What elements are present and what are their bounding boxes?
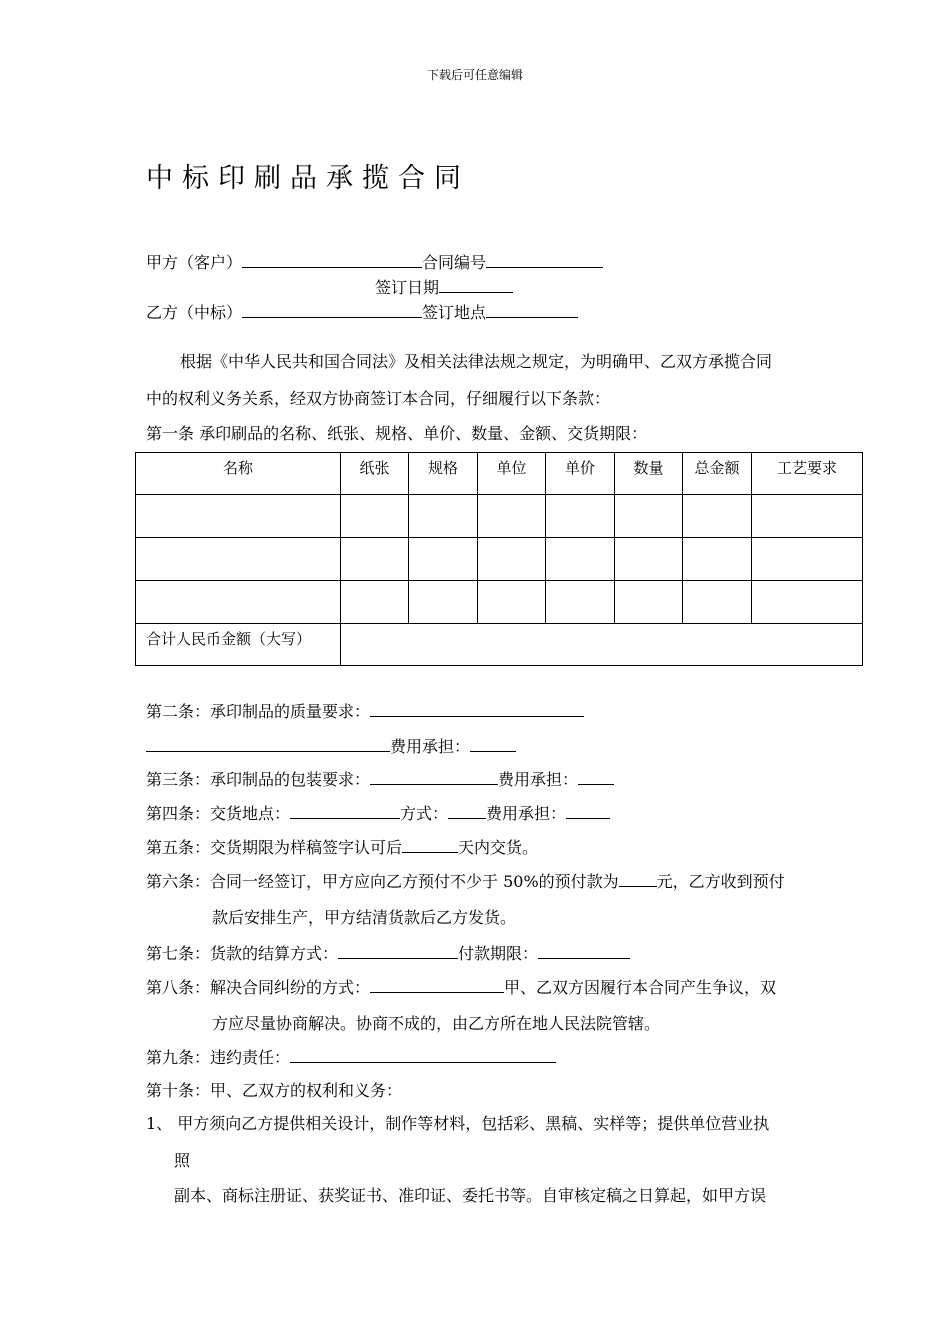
col-header-paper: 纸张 bbox=[341, 453, 409, 495]
article-4-method-label: 方式： bbox=[400, 804, 449, 823]
intro-line-2: 中的权利义务关系，经双方协商签订本合同，仔细履行以下条款： bbox=[146, 389, 611, 408]
dispute-method-field[interactable] bbox=[370, 977, 504, 993]
article-2-row bbox=[146, 701, 584, 722]
delivery-days-field[interactable] bbox=[402, 837, 458, 853]
table-cell[interactable] bbox=[615, 538, 683, 581]
article-3-row bbox=[146, 769, 614, 790]
article-4-label: 第四条：交货地点： bbox=[146, 804, 291, 823]
party-a-row bbox=[146, 252, 603, 273]
table-cell[interactable] bbox=[478, 495, 546, 538]
delivery-place-field[interactable] bbox=[290, 803, 400, 819]
table-cell[interactable] bbox=[136, 538, 341, 581]
item-1-line-3: 副本、商标注册证、获奖证书、准印证、委托书等。自审核定稿之日算起，如甲方误 bbox=[174, 1186, 767, 1205]
table-cell[interactable] bbox=[615, 495, 683, 538]
total-amount-label: 合计人民币金额（大写） bbox=[136, 624, 341, 666]
quality-requirement-field-2[interactable] bbox=[146, 736, 390, 752]
table-cell[interactable] bbox=[615, 581, 683, 624]
article-6-line-2: 款后安排生产，甲方结清货款后乙方发货。 bbox=[212, 908, 517, 927]
article-7-row bbox=[146, 943, 630, 964]
quality-requirement-field[interactable] bbox=[370, 701, 584, 717]
article-8-tail: 甲、乙双方因履行本合同产生争议，双 bbox=[504, 978, 777, 997]
delivery-method-field[interactable] bbox=[448, 803, 486, 819]
article-8-label: 第八条：解决合同纠纷的方式： bbox=[146, 978, 371, 997]
table-cell[interactable] bbox=[478, 538, 546, 581]
article-3-fee-label: 费用承担： bbox=[498, 770, 579, 789]
sign-date-row bbox=[375, 277, 513, 298]
article-10: 第十条：甲、乙双方的权利和义务： bbox=[146, 1081, 403, 1100]
table-cell[interactable] bbox=[546, 538, 615, 581]
article-2-label: 第二条：承印制品的质量要求： bbox=[146, 702, 371, 721]
prepayment-field[interactable] bbox=[619, 871, 657, 887]
sign-place-label: 签订地点 bbox=[422, 303, 487, 322]
settlement-method-field[interactable] bbox=[338, 943, 458, 959]
article-1: 第一条 承印刷品的名称、纸张、规格、单价、数量、金额、交货期限： bbox=[146, 424, 648, 443]
col-header-name: 名称 bbox=[136, 453, 341, 495]
article-9-row bbox=[146, 1047, 556, 1068]
article-5-row bbox=[146, 837, 538, 858]
table-cell[interactable] bbox=[752, 538, 863, 581]
item-1-line-2: 照 bbox=[174, 1151, 191, 1170]
table-cell[interactable] bbox=[409, 538, 478, 581]
contract-no-label: 合同编号 bbox=[422, 253, 487, 272]
table-cell[interactable] bbox=[409, 581, 478, 624]
article-9-label: 第九条：违约责任： bbox=[146, 1048, 291, 1067]
table-total-row bbox=[136, 624, 863, 666]
table-row bbox=[136, 581, 863, 624]
table-cell[interactable] bbox=[683, 495, 752, 538]
col-header-craft: 工艺要求 bbox=[752, 453, 863, 495]
party-b-label: 乙方（中标） bbox=[146, 303, 243, 322]
table-cell[interactable] bbox=[136, 581, 341, 624]
intro-line-1: 根据《中华人民共和国合同法》及相关法律法规之规定，为明确甲、乙双方承揽合同 bbox=[180, 352, 773, 371]
packaging-fee-field[interactable] bbox=[578, 769, 614, 785]
table-cell[interactable] bbox=[752, 581, 863, 624]
table-cell[interactable] bbox=[341, 495, 409, 538]
party-b-row bbox=[146, 302, 578, 323]
article-8-row bbox=[146, 977, 776, 998]
contract-title: 中标印刷品承揽合同 bbox=[146, 163, 470, 194]
payment-term-field[interactable] bbox=[538, 943, 630, 959]
product-table bbox=[135, 452, 863, 666]
col-header-total: 总金额 bbox=[683, 453, 752, 495]
quality-fee-field[interactable] bbox=[470, 736, 516, 752]
table-cell[interactable] bbox=[683, 581, 752, 624]
table-cell[interactable] bbox=[341, 581, 409, 624]
article-5-tail: 天内交货。 bbox=[458, 838, 539, 857]
table-cell[interactable] bbox=[409, 495, 478, 538]
col-header-spec: 规格 bbox=[409, 453, 478, 495]
table-row bbox=[136, 538, 863, 581]
table-row bbox=[136, 495, 863, 538]
item-1-line-1: 1、 甲方须向乙方提供相关设计，制作等材料，包括彩、黑稿、实样等；提供单位营业执 bbox=[146, 1114, 770, 1133]
table-cell[interactable] bbox=[546, 495, 615, 538]
table-cell[interactable] bbox=[683, 538, 752, 581]
liability-field[interactable] bbox=[290, 1047, 556, 1063]
contract-no-field[interactable] bbox=[486, 252, 603, 268]
party-a-label: 甲方（客户） bbox=[146, 253, 243, 272]
article-6-tail: 元，乙方收到预付 bbox=[656, 872, 785, 891]
article-2-fee-row bbox=[146, 736, 516, 757]
table-cell[interactable] bbox=[341, 538, 409, 581]
article-8-line-2: 方应尽量协商解决。协商不成的，由乙方所在地人民法院管辖。 bbox=[212, 1014, 661, 1033]
sign-date-field[interactable] bbox=[439, 277, 513, 293]
table-cell[interactable] bbox=[752, 495, 863, 538]
header-note: 下载后可任意编辑 bbox=[426, 68, 523, 82]
total-amount-field[interactable] bbox=[341, 624, 863, 666]
article-7-term-label: 付款期限： bbox=[458, 944, 539, 963]
sign-place-field[interactable] bbox=[486, 302, 578, 318]
delivery-fee-field[interactable] bbox=[566, 803, 610, 819]
article-7-label: 第七条：货款的结算方式： bbox=[146, 944, 339, 963]
table-cell[interactable] bbox=[478, 581, 546, 624]
article-2-fee-label: 费用承担： bbox=[390, 737, 471, 756]
party-a-field[interactable] bbox=[242, 252, 422, 268]
article-6-row bbox=[146, 871, 785, 892]
packaging-requirement-field[interactable] bbox=[370, 769, 498, 785]
col-header-unit: 单位 bbox=[478, 453, 546, 495]
article-4-row bbox=[146, 803, 610, 824]
table-cell[interactable] bbox=[136, 495, 341, 538]
article-5-label: 第五条：交货期限为样稿签字认可后 bbox=[146, 838, 403, 857]
sign-date-label: 签订日期 bbox=[375, 278, 440, 297]
article-6-label: 第六条：合同一经签订，甲方应向乙方预付不少于 50%的预付款为 bbox=[146, 872, 619, 891]
table-header-row bbox=[136, 453, 863, 495]
article-4-fee-label: 费用承担： bbox=[486, 804, 567, 823]
col-header-unit-price: 单价 bbox=[546, 453, 615, 495]
table-cell[interactable] bbox=[546, 581, 615, 624]
party-b-field[interactable] bbox=[242, 302, 422, 318]
col-header-quantity: 数量 bbox=[615, 453, 683, 495]
article-3-label: 第三条：承印制品的包装要求： bbox=[146, 770, 371, 789]
